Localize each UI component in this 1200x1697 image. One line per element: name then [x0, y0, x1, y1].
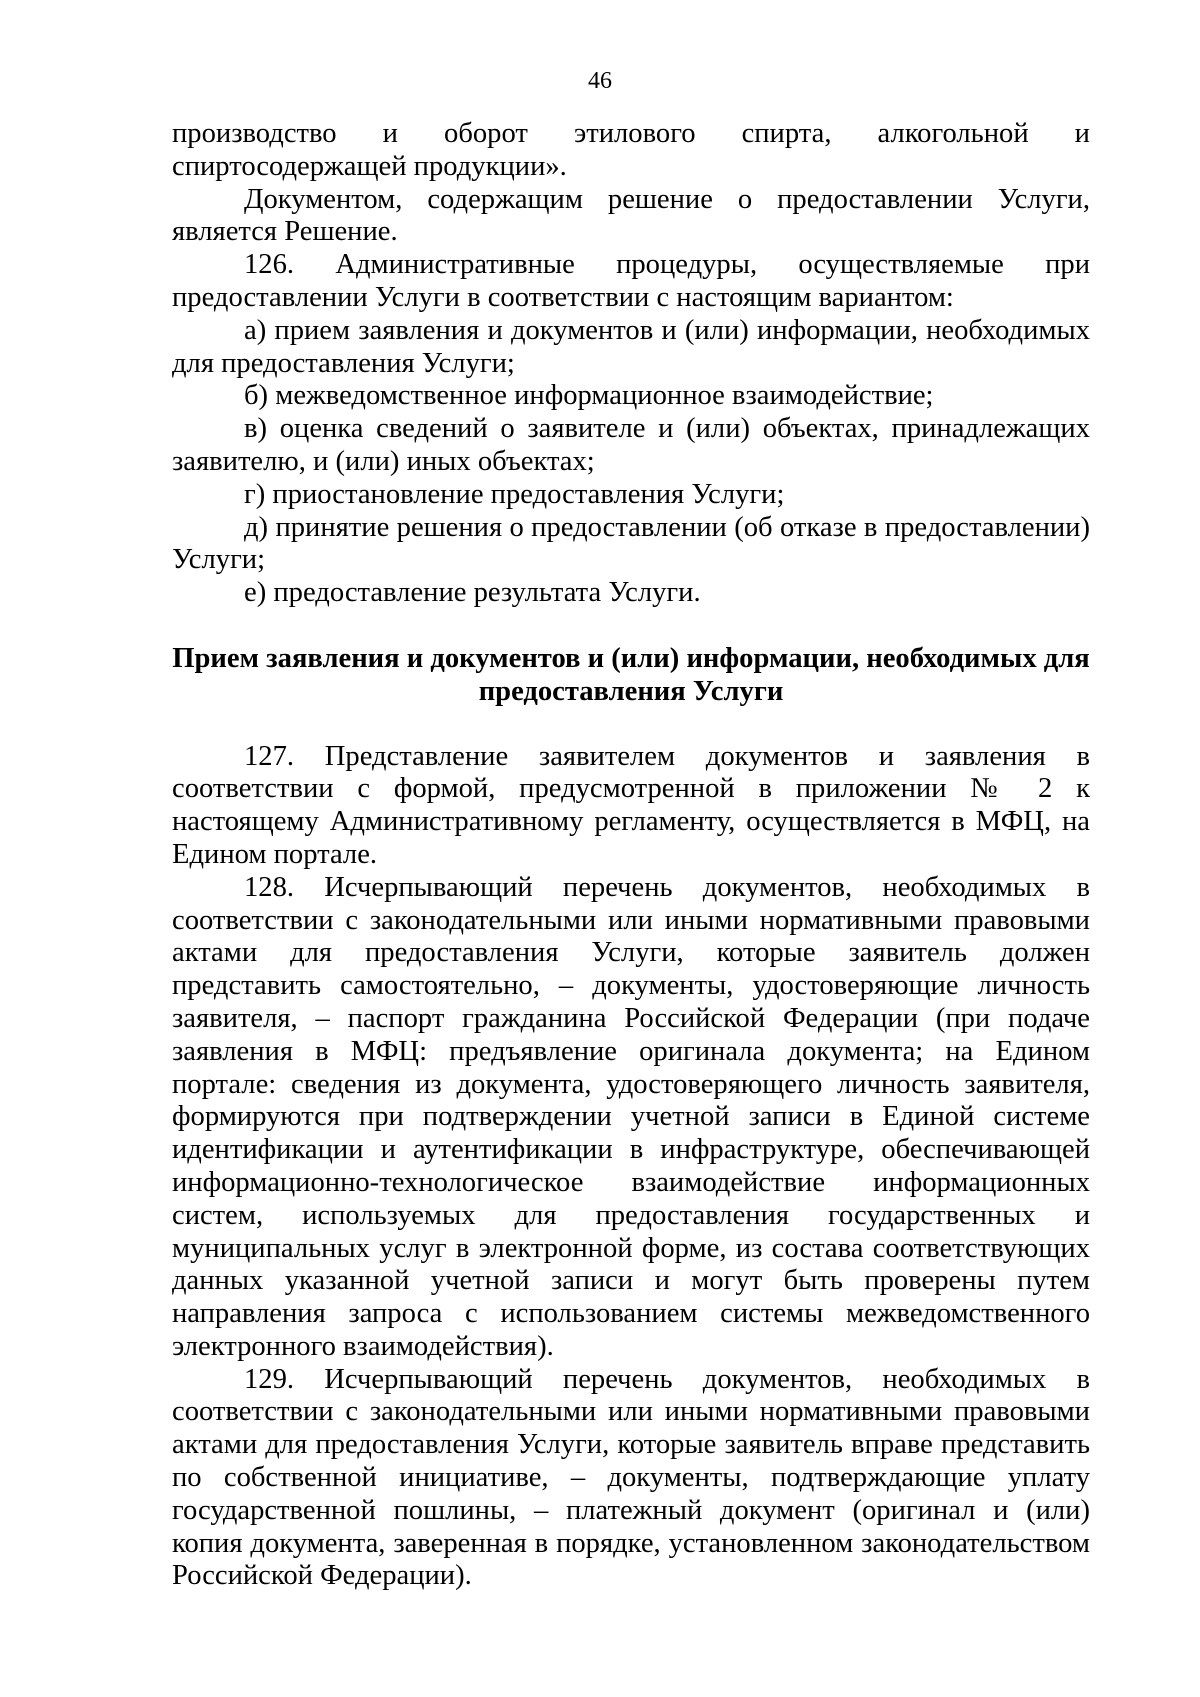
list-item: б) межведомственное информационное взаимодействие;: [244, 380, 934, 412]
list-item: е) предоставление результата Услуги.: [244, 577, 701, 609]
paragraph: Документом, содержащим решение о предоставлении Услуги, является Решение.: [172, 183, 1090, 248]
list-item: в) оценка сведений о заявителе и (или) объектах, принадлежащих заявителю, и (или) иных объектах;: [172, 413, 1090, 477]
document-body: [172, 118, 1090, 1593]
section-heading: Прием заявления и документов и (или) информации, необходимых для предоставления Услуги: [172, 642, 1090, 707]
paragraph: 129. Исчерпывающий перечень документов, необходимых в соответствии с законодательными или иными нормативными правовыми актами для предоставления Услуги, которые заявитель вправе представить по собственной инициативе, – документы, подтверждающие уплату государственной пошлины, – платежный документ (оригинал и (или) копия документа, заверенная в порядке, установленном законодательством Российской Федерации).: [172, 1363, 1090, 1592]
list-item: г) приостановление предоставления Услуги;: [244, 478, 785, 510]
paragraph: производство и оборот этилового спирта, алкогольной и спиртосодержащей продукции».: [172, 118, 1090, 182]
page-number: 46: [588, 68, 612, 94]
paragraph-group-section: [172, 741, 1090, 1594]
paragraph: 127. Представление заявителем документов и заявления в соответствии с формой, предусмотренной в приложении № 2 к настоящему Административному регламенту, осуществляется в МФЦ, на Едином портале.: [172, 740, 1090, 870]
list-item: а) прием заявления и документов и (или) информации, необходимых для предоставления Услуги;: [172, 314, 1090, 379]
list-item: д) принятие решения о предоставлении (об отказе в предоставлении) Услуги;: [172, 511, 1090, 576]
paragraph: 128. Исчерпывающий перечень документов, необходимых в соответствии с законодательными или иными нормативными правовыми актами для предоставления Услуги, которые заявитель должен представить самостоятельно, – документы, удостоверяющие личность заявителя, – паспорт гражданина Российской Федерации (при подаче заявления в МФЦ: предъявление оригинала документа; на Едином портале: сведения из документа, удостоверяющего личность заявителя, формируются при подтверждении учетной записи в Единой системе идентификации и аутентификации в инфраструктуре, обеспечивающей информационно-технологическое взаимодействие информационных систем, используемых для предоставления государственных и муниципальных услуг в электронной форме, из состава соответствующих данных указанной учетной записи и могут быть проверены путем направления запроса с использованием системы межведомственного электронного взаимодействия).: [172, 871, 1090, 1362]
paragraph: 126. Административные процедуры, осуществляемые при предоставлении Услуги в соответствии с настоящим вариантом:: [172, 249, 1090, 313]
paragraph-group-intro: [172, 118, 1090, 610]
